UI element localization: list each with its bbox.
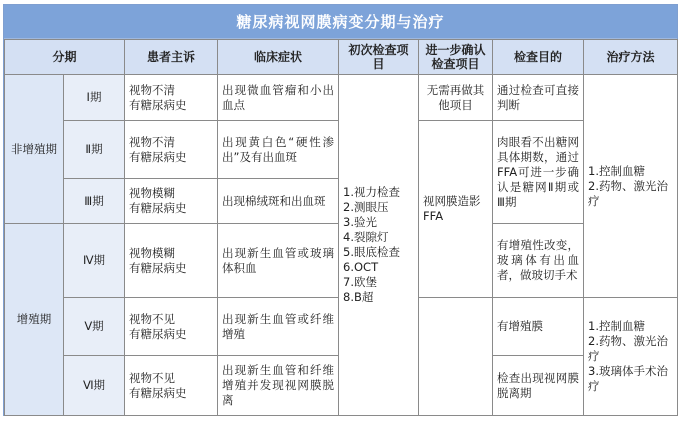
initial-exam-list: 1.视力检查 2.测眼压 3.验光 4.裂隙灯 5.眼底检查 6.OCT 7.欧堡 8.B超 bbox=[343, 185, 400, 304]
further-exam-empty bbox=[419, 298, 493, 416]
header-complaint: 患者主诉 bbox=[125, 40, 218, 75]
further-exam-none: 无需再做其他项目 bbox=[419, 75, 493, 121]
symptom-cell: 出现新生血管或纤维增殖 bbox=[218, 298, 339, 356]
complaint-cell bbox=[125, 356, 218, 416]
treatment-cell-2 bbox=[584, 298, 678, 416]
header-stage: 分期 bbox=[5, 40, 125, 75]
purpose-cell-4: 有增殖性改变，玻璃体有出血者，做玻切手术 bbox=[493, 224, 584, 298]
symptom-cell: 出现黄白色“硬性渗出”及有出血斑 bbox=[218, 121, 339, 179]
stage-cell: Ⅳ期 bbox=[64, 224, 125, 298]
treatment-text-2: 1.控制血糖 2.药物、激光治疗 3.玻璃体手术治疗 bbox=[588, 319, 668, 393]
complaint-cell bbox=[125, 75, 218, 121]
further-exam-ffa: 视网膜造影FFA bbox=[419, 121, 493, 298]
initial-exam-cell bbox=[339, 75, 419, 416]
header-treatment: 治疗方法 bbox=[584, 40, 678, 75]
complaint-cell bbox=[125, 179, 218, 224]
complaint-cell bbox=[125, 224, 218, 298]
complaint-text: 视物不见 有糖尿病史 bbox=[129, 370, 187, 400]
complaint-cell bbox=[125, 298, 218, 356]
purpose-cell-5: 有增殖膜 bbox=[493, 298, 584, 356]
purpose-cell-6: 检查出现视网膜脱离期 bbox=[493, 356, 584, 416]
stage-cell: Ⅴ期 bbox=[64, 298, 125, 356]
header-further-exam: 进一步确认检查项目 bbox=[419, 40, 493, 75]
purpose-cell-2: 肉眼看不出糖网具体期数，通过FFA可进一步确认是糖网Ⅱ期或Ⅲ期 bbox=[493, 121, 584, 224]
complaint-text: 视物不清 有糖尿病史 bbox=[129, 82, 187, 112]
staging-table bbox=[4, 39, 678, 416]
stage-cell: Ⅵ期 bbox=[64, 356, 125, 416]
complaint-text: 视物不清 有糖尿病史 bbox=[129, 134, 187, 164]
complaint-text: 视物模糊 有糖尿病史 bbox=[129, 245, 187, 275]
header-symptom: 临床症状 bbox=[218, 40, 339, 75]
header-row bbox=[5, 40, 678, 75]
complaint-text: 视物模糊 有糖尿病史 bbox=[129, 186, 187, 215]
stage-cell: Ⅲ期 bbox=[64, 179, 125, 224]
treatment-cell-1 bbox=[584, 75, 678, 298]
group-nonproliferative: 非增殖期 bbox=[5, 75, 64, 224]
complaint-cell bbox=[125, 121, 218, 179]
symptom-cell: 出现新生血管或玻璃体积血 bbox=[218, 224, 339, 298]
complaint-text: 视物不见 有糖尿病史 bbox=[129, 311, 187, 341]
treatment-text-1: 1.控制血糖 2.药物、激光治疗 bbox=[588, 163, 668, 208]
header-initial-exam: 初次检查项目 bbox=[339, 40, 419, 75]
symptom-cell: 出现棉绒斑和出血斑 bbox=[218, 179, 339, 224]
table-title: 糖尿病视网膜病变分期与治疗 bbox=[4, 5, 677, 39]
table-row bbox=[5, 75, 678, 121]
staging-table-container bbox=[3, 4, 678, 416]
header-purpose: 检查目的 bbox=[493, 40, 584, 75]
purpose-cell-1: 通过检查可直接判断 bbox=[493, 75, 584, 121]
symptom-cell: 出现新生血管和纤维增殖并发现视网膜脱离 bbox=[218, 356, 339, 416]
group-proliferative: 增殖期 bbox=[5, 224, 64, 416]
symptom-cell: 出现微血管瘤和小出血点 bbox=[218, 75, 339, 121]
stage-cell: Ⅱ期 bbox=[64, 121, 125, 179]
stage-cell: Ⅰ期 bbox=[64, 75, 125, 121]
